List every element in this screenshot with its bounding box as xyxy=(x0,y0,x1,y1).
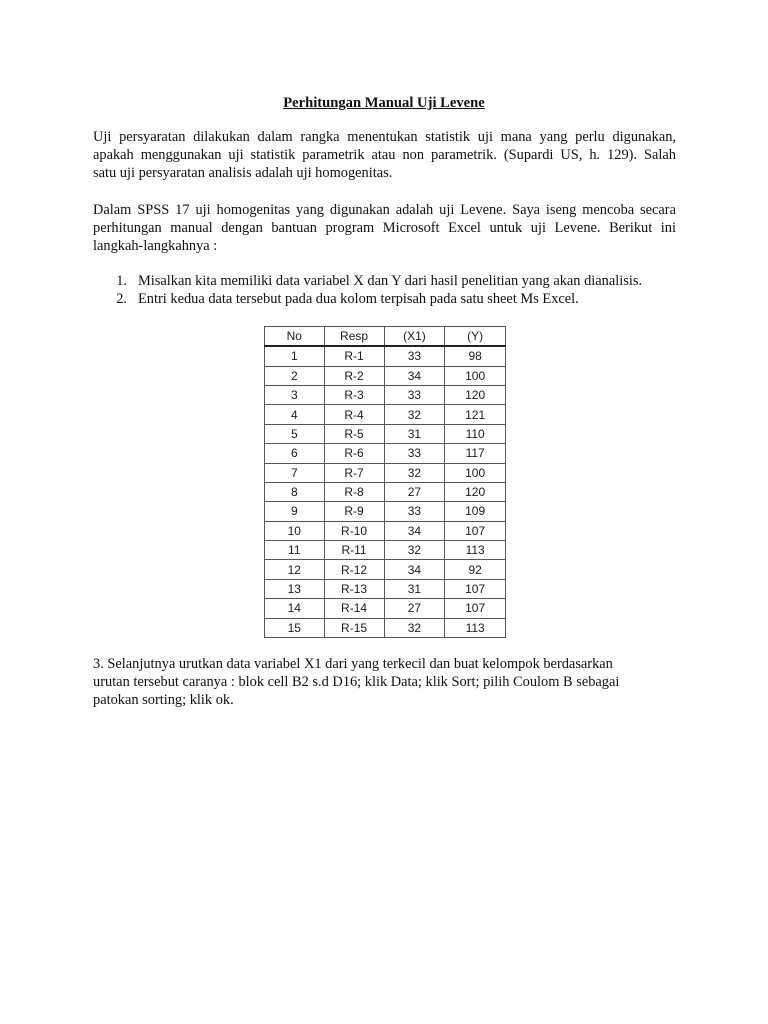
table-cell: R-14 xyxy=(324,599,384,618)
table-cell: 31 xyxy=(384,579,445,598)
list-text: Entri kedua data tersebut pada dua kolom terpisah pada satu sheet Ms Excel. xyxy=(138,291,579,307)
table-cell: R-6 xyxy=(324,444,384,463)
table-cell: 1 xyxy=(265,346,325,366)
table-cell: R-13 xyxy=(324,579,384,598)
table-cell: 11 xyxy=(265,541,325,560)
header-y: (Y) xyxy=(445,327,506,347)
table-cell: 109 xyxy=(445,502,506,521)
table-cell: 32 xyxy=(384,405,445,424)
spss-paragraph xyxy=(93,201,676,255)
table-row xyxy=(265,521,506,540)
table-row xyxy=(265,541,506,560)
table-row xyxy=(265,560,506,579)
table-row xyxy=(265,502,506,521)
table-row xyxy=(265,424,506,443)
table-cell: R-8 xyxy=(324,482,384,501)
table-cell: R-10 xyxy=(324,521,384,540)
table-cell: 113 xyxy=(445,618,506,637)
table-cell: 27 xyxy=(384,599,445,618)
paragraph-line: perhitungan manual dengan bantuan program Microsoft Excel untuk uji Levene. Berikut ini xyxy=(93,220,676,236)
table-row xyxy=(265,599,506,618)
table-cell: 7 xyxy=(265,463,325,482)
table-cell: 4 xyxy=(265,405,325,424)
table-cell: 121 xyxy=(445,405,506,424)
table-cell: 14 xyxy=(265,599,325,618)
table-row xyxy=(265,346,506,366)
table-cell: 32 xyxy=(384,463,445,482)
paragraph-line: Dalam SPSS 17 uji homogenitas yang digunakan adalah uji Levene. Saya iseng mencoba secara xyxy=(93,202,676,218)
table-cell: 34 xyxy=(384,521,445,540)
sort-paragraph xyxy=(93,655,676,709)
table-cell: 34 xyxy=(384,560,445,579)
paragraph-line: Uji persyaratan dilakukan dalam rangka menentukan statistik uji mana yang perlu digunakan, xyxy=(93,129,676,145)
table-cell: 33 xyxy=(384,502,445,521)
table-cell: 10 xyxy=(265,521,325,540)
table-cell: R-1 xyxy=(324,346,384,366)
table-cell: 120 xyxy=(445,386,506,405)
table-cell: R-9 xyxy=(324,502,384,521)
table-cell: 98 xyxy=(445,346,506,366)
table-row xyxy=(265,579,506,598)
list-number: 2. xyxy=(116,291,127,307)
paragraph-line: langkah-langkahnya : xyxy=(93,238,218,254)
table-cell: 120 xyxy=(445,482,506,501)
paragraph-line: satu uji persyaratan analisis adalah uji homogenitas. xyxy=(93,165,393,181)
paragraph-line: apakah menggunakan uji statistik parametrik atau non parametrik. (Supardi US, h. 129). Salah xyxy=(93,147,676,163)
data-table xyxy=(264,326,506,638)
table-row xyxy=(265,366,506,385)
table-row xyxy=(265,482,506,501)
table-cell: 113 xyxy=(445,541,506,560)
table-cell: 110 xyxy=(445,424,506,443)
header-resp: Resp xyxy=(324,327,384,347)
table-cell: 117 xyxy=(445,444,506,463)
paragraph-line: patokan sorting; klik ok. xyxy=(93,692,234,708)
table-cell: 32 xyxy=(384,541,445,560)
table-cell: 92 xyxy=(445,560,506,579)
table-row xyxy=(265,463,506,482)
table-cell: R-12 xyxy=(324,560,384,579)
table-cell: R-3 xyxy=(324,386,384,405)
table-row xyxy=(265,618,506,637)
table-cell: 100 xyxy=(445,463,506,482)
table-cell: 33 xyxy=(384,386,445,405)
table-cell: R-2 xyxy=(324,366,384,385)
table-cell: R-7 xyxy=(324,463,384,482)
table-cell: 2 xyxy=(265,366,325,385)
header-x1: (X1) xyxy=(384,327,445,347)
table-cell: 9 xyxy=(265,502,325,521)
table-cell: R-15 xyxy=(324,618,384,637)
intro-paragraph xyxy=(93,128,676,182)
table-row xyxy=(265,386,506,405)
table-cell: 33 xyxy=(384,346,445,366)
table-cell: 31 xyxy=(384,424,445,443)
table-cell: 13 xyxy=(265,579,325,598)
list-number: 1. xyxy=(116,273,127,289)
table-cell: 5 xyxy=(265,424,325,443)
list-text: Misalkan kita memiliki data variabel X dan Y dari hasil penelitian yang akan dianalisis. xyxy=(138,273,643,289)
table-cell: 27 xyxy=(384,482,445,501)
list-item xyxy=(93,290,693,308)
table-cell: 107 xyxy=(445,521,506,540)
document-title: Perhitungan Manual Uji Levene xyxy=(283,95,485,111)
table-cell: 3 xyxy=(265,386,325,405)
table-cell: 100 xyxy=(445,366,506,385)
list-item xyxy=(93,272,693,290)
table-cell: 32 xyxy=(384,618,445,637)
table-row xyxy=(265,444,506,463)
table-cell: 15 xyxy=(265,618,325,637)
table-row xyxy=(265,405,506,424)
table-cell: R-5 xyxy=(324,424,384,443)
table-cell: 33 xyxy=(384,444,445,463)
table-cell: 34 xyxy=(384,366,445,385)
table-cell: R-4 xyxy=(324,405,384,424)
table-cell: 8 xyxy=(265,482,325,501)
header-no: No xyxy=(265,327,325,347)
table-cell: R-11 xyxy=(324,541,384,560)
table-body xyxy=(265,346,506,637)
paragraph-line: 3. Selanjutnya urutkan data variabel X1 dari yang terkecil dan buat kelompok berdasarkan xyxy=(93,656,613,672)
table-header-row xyxy=(265,327,506,347)
table-cell: 107 xyxy=(445,579,506,598)
steps-list xyxy=(93,272,693,308)
table-cell: 6 xyxy=(265,444,325,463)
table-cell: 12 xyxy=(265,560,325,579)
table-cell: 107 xyxy=(445,599,506,618)
paragraph-line: urutan tersebut caranya : blok cell B2 s.d D16; klik Data; klik Sort; pilih Coulom B sebagai xyxy=(93,674,620,690)
